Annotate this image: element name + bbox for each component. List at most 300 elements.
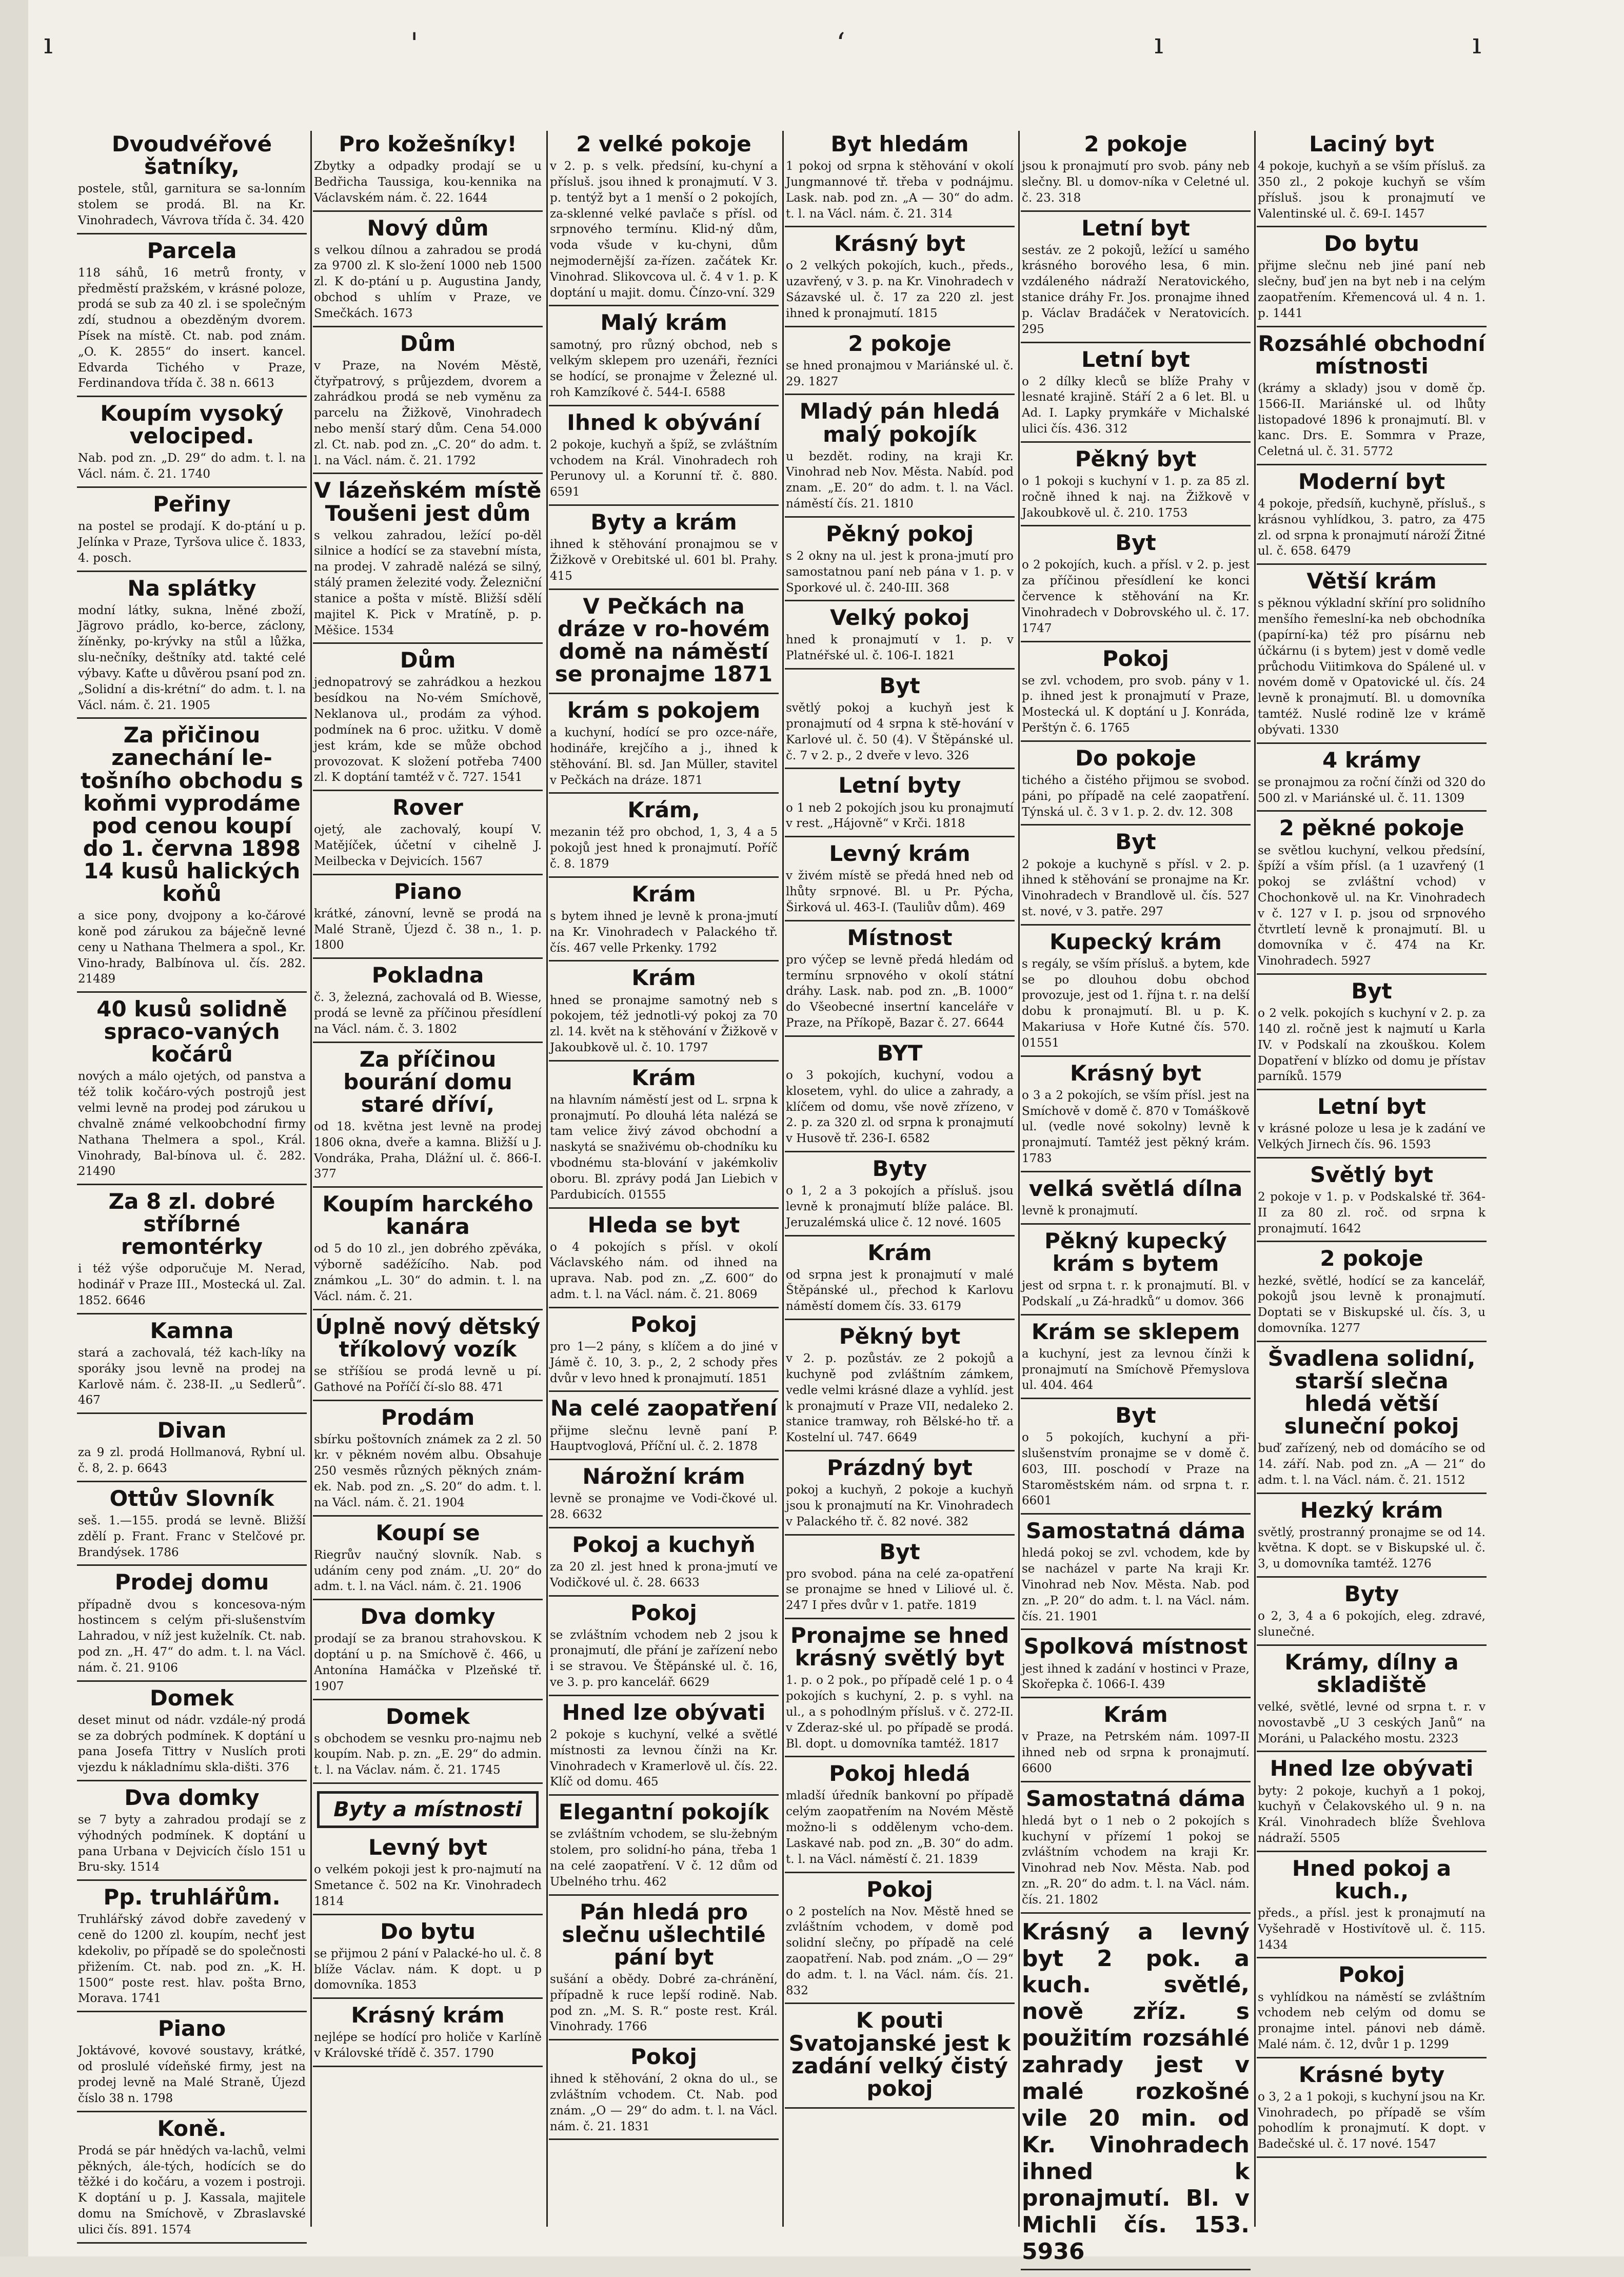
page-bottom-edge [0,2256,1624,2277]
classified-ad [1257,2062,1487,2158]
classified-ad [1021,745,1251,826]
ad-heading: Koupím vysoký velociped. [100,401,284,449]
classified-ad [549,1799,779,1895]
column-divider [782,131,784,2227]
classified-ad [77,722,307,993]
ad-text: pro výčep se levně předá hledám od termínu srpnového v okolí státní dráhy. Lask. nab. pod zn. „B. 1000“ do Všeobecné insertní kanceláře v Praze, na Příkopě, Bazar č. 27. 6644 [786,953,1014,1030]
ad-heading: Za 8 zl. dobré stříbrné remontérky [108,1189,275,1260]
ad-heading: Pěkný byt [1075,446,1197,472]
classified-ad [549,2044,779,2140]
ad-heading: Pro kožešníky! [339,131,517,156]
classified-ad [785,1455,1015,1536]
ad-heading: Levný krám [829,841,971,867]
ad-text: pro 1—2 pány, s klíčem a do jiné v Jámě č. 10, 3. p., 2, 2 schody přes dvůr v levo hned k pronajmutí. 1851 [550,1340,778,1385]
ad-text: krátké, zánovní, levně se prodá na Malé Straně, Újezd č. 38 n., 1. p. 1800 [314,907,542,952]
classified-ad [785,131,1015,227]
classified-ad [549,509,779,590]
ad-heading: Nový dům [367,215,489,241]
ad-heading: Domek [386,1703,470,1729]
ad-heading: Nárožní krám [582,1464,745,1489]
ad-text: v krásné poloze u lesa je k zadání ve Velkých Jirnech čís. 96. 1593 [1258,1122,1486,1152]
ad-text: Truhlářský závod dobře zavedený v ceně do 1200 zl. koupím, nechť jest kdekoliv, po případě se do společnosti přižením. Ct. nab. pod zn. „K. H. 1500“ poste rest. hlav. pošta Brno, Morava. 1741 [78,1913,306,2006]
ad-text: jednopatrový se zahrádkou a hezkou besídkou na No-vém Smíchově, Neklanova ul., prodám za výhod. podmínek na 6 proc. užitku. V domě jest krám, kde se může obchod provozovat. K složení potřeba 7400 zl. K doptání tamtéž v č. 727. 1541 [314,676,542,784]
ad-heading: Hned pokoj a kuch., [1292,1855,1452,1903]
ad-heading: Pokladna [371,963,484,988]
ad-text: 2 pokoje, kuchyň a špíž, se zvláštním vchodem na Král. Vinohradech roh Perunovy ul. a Korunní tř. č. 880. 6591 [550,438,778,499]
ad-text: o 2 pokojích, kuch. a přísl. v 2. p. jest za příčinou přesídlení ke konci července k stěhování na Kr. Vinohradech v Dobrovského ul. č. 17. 1747 [1022,558,1250,635]
ad-heading: Byt [879,1539,920,1564]
classified-columns [77,131,1486,2265]
ad-text: hned se pronajme samotný neb s pokojem, též jednotli-vý pokoj za 70 zl. 14. květ na k stěhování v Žižkově v Jakoubkově ul. č. 10. 1797 [550,993,778,1054]
classified-ad [1257,747,1487,812]
ad-text: prodají se za branou strahovskou. K doptání u p. na Smíchově č. 466, u Antonína Hamáčka v Plzeňské tř. 1907 [314,1632,542,1693]
ad-text: za 9 zl. prodá Hollmanová, Rybní ul. č. 8, 2. p. 6643 [78,1446,306,1476]
ad-text: 2 pokoje s kuchyní, velké a světlé místnosti za levnou čínži na Kr. Vinohradech v Kramerlově ul. čís. 22. Klíč od domu. 465 [550,1728,778,1789]
ad-text: jest ihned k zadání v hostinci v Praze, Skořepka č. 1066-I. 439 [1022,1662,1250,1692]
classified-ad [77,491,307,572]
ad-text: seš. 1.—155. prodá se levně. Bližší zdělí p. Frant. Franc v Stelčové pr. Brandýsek. 1786 [78,1514,306,1559]
ad-text: světlý, prostranný pronajme se od 14. května. K dopt. se v Biskupské ul. č. 3, u domovníka tamtéž. 1276 [1258,1525,1486,1571]
classified-ad [1257,1345,1487,1494]
ad-text: č. 3, železná, zachovalá od B. Wiesse, prodá se levně za příčinou přesídlení na Václ. nám. č. 3. 1802 [314,991,542,1036]
ad-text: 118 sáhů, 16 metrů fronty, v předměstí pražském, v krásné poloze, prodá se sub za 40 zl. i se společným zdí, studnou a obezděným dvorem. Písek na místě. Ct. nab. pod znám. „O. K. 2855“ do insert. kancel. Edvarda Tichého v Praze, Ferdinandova třída č. 38 n. 6613 [78,266,306,390]
ad-heading: Koupím harckého kanára [322,1191,533,1240]
classified-ad [549,1699,779,1796]
ad-heading: Pokoj [630,1600,697,1625]
ad-heading: Dva domky [124,1784,260,1810]
ad-text: Zbytky a odpadky prodají se u Bedřicha Taussiga, kou-kennika na Václavském nám. č. 22. 1644 [314,160,542,205]
ad-text: za 20 zl. jest hned k prona-jmutí ve Vodičkové ul. č. 28. 6633 [550,1560,778,1589]
column-divider [310,131,312,2227]
ad-text: buď zařízený, neb od domácího se od 14. září. Nab. pod zn. „A — 21“ do adm. t. l. na Václ. nám. č. 21. 1512 [1258,1442,1486,1487]
classified-ad [785,1539,1015,1620]
ad-text: v 2. p. pozůstáv. ze 2 pokojů a kuchyně pod zvláštním zámkem, vedle velmi krásné dlaze a vyhlíd. jest k pronajmutí v Praze VII, nedaleko 2. stanice tramway, roh Bělské-ho tř. a Kostelní ul. 747. 6649 [786,1352,1014,1445]
ad-text: hledá pokoj se zvl. vchodem, kde by se nacházel v parte Na kraji Kr. Vinohrad neb Nov. Města. Nab. pod zn. „P. 20“ do adm. t. l. na Václ. nám. čís. 21. 1901 [1022,1546,1250,1623]
ad-text: se 7 byty a zahradou prodají se z výhodných podmínek. K doptání u pana Urbana v Dejvicích číslo 151 u Bru-sky. 1514 [78,1813,306,1874]
ad-text: se světlou kuchyní, velkou předsíní, špíží a vším přísl. (a 1 uzavřený (1 pokoj se zvláštní vchod) v Chochonkově ul. na Kr. Vinohradech v č. 127 v I. p. jsou od srpnového čtvrtletí levně k pronajmutí. Bl. u domovníka v č. 474 na Kr. Vinohradech. 5927 [1258,843,1486,968]
ad-text: stará a zachovalá, též kach-líky na sporáky jsou levně na prodej na Karlově nám. č. 238-II. „u Sedlerů“. 467 [78,1346,306,1407]
ad-heading: 40 kusů solidně spraco-vaných kočárů [96,996,287,1067]
ad-heading: 2 pěkné pokoje [1279,815,1464,841]
ad-text: sbírku poštovních známek za 2 zl. 50 kr. v pěkném novém albu. Obsahuje 250 vesměs různých pěkných znám-ek. Nab. pod zn. „S. 20“ do adm. t. l. na Václ. nám. č. 21. 1904 [314,1432,542,1509]
ad-heading: 2 pokoje [1084,131,1187,156]
ad-heading: Ottův Slovník [109,1485,274,1511]
ad-heading: Piano [393,878,462,904]
ad-text: postele, stůl, garnitura se sa-lonním stolem se prodá. Bl. na Kr. Vinohradech, Vávrova třída č. 34. 420 [78,182,306,227]
classified-ad [77,2115,307,2244]
ad-heading: 2 velké pokoje [576,131,751,156]
ad-heading: Dům [400,330,456,356]
classified-ad [77,131,307,234]
ad-text: o velkém pokoji jest k pro-najmutí na Smetance č. 502 na Kr. Vinohradech 1814 [314,1863,542,1908]
ad-heading: Pokoj [866,1876,933,1902]
classified-ad [313,2002,543,2067]
ad-heading: Pán hledá pro slečnu ušlechtilé pání byt [562,1899,766,1970]
ad-heading: Parcela [147,238,237,263]
ad-heading: Krám [631,1065,696,1090]
classified-ad [549,797,779,878]
ad-heading: Místnost [847,925,953,950]
classified-ad [1257,468,1487,565]
classified-ad [785,2007,1015,2108]
ad-text: o 2, 3, 4 a 6 pokojích, eleg. zdravé, slunečné. [1258,1609,1486,1639]
ad-heading: Divan [157,1418,227,1443]
ad-text: a sice pony, dvojpony a ko-čárové koně pod zárukou za báječně levné ceny u Nathana Thelmera a spol., Kr. Vino-hrady, Balbínova ul. čís. 282. 21489 [78,909,306,986]
ad-heading: K pouti Svatojanské jest k zadání velký čistý pokoj [788,2008,1011,2101]
classified-ad [313,1404,543,1517]
classified-ad [785,330,1015,396]
section-header-box [317,1791,539,1828]
ad-heading: Prodám [381,1404,475,1430]
classified-ad [785,1323,1015,1451]
classified-ad [785,1240,1015,1321]
ad-text: světlý pokoj a kuchyň jest k pronajmutí od 4 srpna k stě-hování v Karlové ul. č. 50 (4). V Štěpánské ul. č. 7 v 2. p., 2 dveře v levo. 326 [786,701,1014,762]
ad-text: pokoj a kuchyň, 2 pokoje a kuchyň jsou k pronajmutí na Kr. Vinohradech v Palackého tř. č. 82 nové. 382 [786,1483,1014,1528]
ad-heading: 4 krámy [1322,747,1421,773]
column-5 [1021,131,1251,2265]
ad-text: ojetý, ale zachovalý, koupí V. Matějíček, účetní v cihelně J. Meilbecka v Dejvicích. 1567 [314,823,542,868]
ad-heading: Za přičinou zanechání le-tošního obchodu s koňmi vyprodáme pod cenou koupí do 1. června 1898 14 kusů halických koňů [81,722,303,906]
ad-text: pro svobod. pána na celé za-opatření se pronajme se hned v Liliové ul. č. 247 I přes dvůr v 1. patře. 1819 [786,1567,1014,1613]
classified-ad [1257,1497,1487,1578]
ad-heading: Do pokoje [1075,745,1196,771]
ad-text: s vyhlídkou na náměstí se zvláštním vchodem neb celým od domu se pronajme intel. pánovi neb dámě. Malé nám. č. 12, dvůr 1 p. 1299 [1258,1990,1486,2051]
ad-heading: Letní byty [838,773,961,798]
ad-heading: Pronajme se hned krásný světlý byt [790,1623,1009,1671]
ad-heading: Piano [157,2016,226,2042]
ad-heading: Dva domky [360,1604,496,1630]
ad-heading: Byt [1115,829,1156,855]
ad-heading: Rover [392,795,463,820]
classified-ad [1257,330,1487,465]
ad-text: s pěknou výkladní skříní pro solidního menšího řemeslní-ka neb obchodníka (papírní-ka) též pro písárnu neb účkárnu (i s bytem) jest v domě vedle průchodu Viitimkova do Spálené ul. v novém domě v Opatovické ul. čís. 24 levně k pronajmutí. Bl. u domovníka tamtéž. Nuslé rodině lze v krámě obývati. 1330 [1258,597,1486,737]
classified-ad [1257,131,1487,227]
classified-ad [1257,1855,1487,1959]
ad-text: sušání a obědy. Dobré za-chránění, případně k ruce lepší rodině. Nab. pod zn. „M. S. R.“ poste rest. Král. Vinohrady. 1766 [550,1972,778,2034]
ad-text: Joktávové, kovové soustavy, krátké, od proslulé vídeňské firmy, jest na prodej levně na Malé Straně, Újezd číslo 38 n. 1798 [78,2044,306,2105]
ad-text: o 3, 2 a 1 pokoji, s kuchyní jsou na Kr. Vinohradech, po případě se vším pohodlím k pronajmutí. K dopt. v Badečské ul. č. 17 nové. 1547 [1258,2090,1486,2151]
margin-mark-2: ' [410,27,419,61]
ad-heading: Pokoj hledá [829,1761,971,1787]
ad-heading: Pěkný pokoj [825,521,974,546]
ad-text: se přijmou 2 pání v Palacké-ho ul. č. 8 blíže Václav. nám. K dopt. u p domovníka. 1853 [314,1947,542,1992]
ad-text: Riegrův naučný slovník. Nab. s udáním ceny pod znám. „U. 20“ do adm. t. l. na Václ. nám. č. 21. 1906 [314,1548,542,1594]
ad-text: modní látky, sukna, lněné zboží, Jägrovo prádlo, ko-berce, záclony, žíněnky, po-krývky na stůl a lůžka, slu-nečníky, deštníky atd. takté celé výbavy. Kaťte u důvěrou psaní pod zn. „Solidní a dis-krétní“ do adm. t. l. na Václ. nám. č. 21. 1905 [78,603,306,712]
ad-heading: Pěkný byt [839,1324,961,1349]
classified-ad [785,1155,1015,1236]
classified-ad [785,521,1015,602]
ad-text: přijme slečnu levně paní P. Hauptvoglová, Příční ul. č. 2. 1878 [550,1424,778,1454]
margin-mark-3: ‘ [836,27,845,61]
classified-ad [77,1188,307,1314]
classified-ad [77,2015,307,2112]
ad-heading: Do bytu [1324,231,1419,257]
ad-text: hezké, světlé, hodící se za kancelář, pokojů jsou levně k pronajmutí. Doptati se v Biskupské ul. čís. 3, u domovníka. 1277 [1258,1274,1486,1335]
ad-text: případně dvou s koncesova-ným hostincem s celým při-slušenstvím Lahradou, v níž jest kuželník. Ct. nab. pod zn. „H. 47“ do adm. t. l. na Václ. nám. č. 21. 9106 [78,1598,306,1675]
ad-text: o 2 velkých pokojích, kuch., předs., uzavřený, v 3. p. na Kr. Vinohradech v Sázavské ul. č. 17 za 220 zl. jest ihned k pronajmutí. 1815 [786,259,1014,320]
ad-text: na hlavním náměstí jest od L. srpna k pronajmutí. Po dlouhá léta nalézá se tam velice živý závod obchodní a naskytá se snaživému ob-chodníku ku vbodnému sta-blování v jakémkoliv oboru. Bl. zprávy podá Jan Liebich v Pardubicích. 01555 [550,1093,778,1202]
classified-ad [77,400,307,488]
classified-ad [313,1313,543,1401]
ad-heading: Koně. [157,2115,227,2141]
ad-text: s velkou zahradou, ležící po-děl silnice a hodící se za stavební místa, na prodej. V zahradě nalézá se silný, stálý pramen železité vody. Železniční stanice a pošta v místě. Bližší sdělí majitel K. Pick v Mratíně, p. p. Měšice. 1534 [314,528,542,637]
ad-heading: Ihned k obývání [567,409,761,435]
ad-heading: Byt [1351,978,1392,1004]
ad-heading: V lázeňském místě Toušeni jest dům [314,478,542,526]
ad-heading: Dům [400,647,456,673]
classified-ad [313,330,543,475]
ad-heading: Letní byt [1081,346,1190,372]
classified-ad [1257,1755,1487,1852]
classified-ad [549,1395,779,1460]
classified-ad [549,1212,779,1308]
ad-heading: Byt hledám [830,131,969,156]
ad-text: mezanin též pro obchod, 1, 3, 4 a 5 pokojů jest hned k pronajmutí. Poříč č. 8. 1879 [550,826,778,871]
classified-ad [1257,1245,1487,1342]
ad-text: nových a málo ojetých, od panstva a též tolik kočáro-vých postrojů jest velmi levně na prodej pod zárukou u chvalně známé velkoobchodní firmy Nathana Thelmera a spol., Král. Vinohrady, Bal-bínova ul. č. 282. 21490 [78,1070,306,1179]
classified-ad [1021,1518,1251,1630]
ad-heading: Krám, [627,797,700,823]
ad-text: u bezdět. rodiny, na kraji Kr. Vinohrad neb Nov. Města. Nabíd. pod znam. „E. 20“ do adm. t. l. na Václ. náměstí čís. 21. 1810 [786,449,1014,511]
classified-ad [785,1760,1015,1873]
ad-text: o 4 pokojích s přísl. v okolí Václavského nám. od ihned na uprava. Nab. pod zn. „Z. 600“ do adm. t. l. na Václ. nám. č. 21. 8069 [550,1240,778,1302]
ad-text: se zvláštním vchodem neb 2 jsou k pronajmutí, dle přání je zařízení nebo i se stravou. Ve Štěpánské ul. č. 16, ve 3. p. pro kancelář. 6629 [550,1628,778,1690]
ad-heading: Byty [872,1156,927,1181]
ad-heading: Pokoj [630,2044,697,2070]
ad-text: s velkou dílnou a zahradou se prodá za 9700 zl. K slo-žení 1000 neb 1500 zl. K do-ptání u p. Augustina Jandy, obchod s uhlím v Praze, ve Smečkách. 1673 [314,243,542,320]
classified-ad [1021,346,1251,443]
classified-ad [77,1417,307,1482]
ad-heading: Krám [1103,1702,1168,1728]
classified-ad [313,647,543,791]
classified-ad [785,1040,1015,1152]
ad-heading: Krásný krám [351,2003,505,2028]
ad-heading: Krásný byt [1070,1060,1202,1086]
classified-ad [1021,1785,1251,1914]
ad-text: se hned pronajmou v Mariánské ul. č. 29. 1827 [786,359,1014,388]
margin-mark-4: ı [1154,27,1163,61]
classified-ad [77,1784,307,1881]
classified-ad [785,398,1015,517]
ad-heading: Krámy, dílny a skladiště [1284,1649,1459,1697]
ad-text: o 2 dílky kleců se blíže Prahy v lesnaté krajině. Stáří 2 a 6 let. Bl. u Ad. I. Lapky prymkáře v Michalské ulici čís. 436. 312 [1022,375,1250,436]
ad-heading: Krám [867,1240,932,1265]
ad-heading: Hezký krám [1300,1497,1443,1523]
classified-ad [549,881,779,962]
ad-heading: Hned lze obývati [562,1699,766,1725]
ad-heading: krám s pokojem [567,698,761,723]
column-4 [785,131,1015,2227]
ad-text: na postel se prodají. K do-ptání u p. Jelínka v Praze, Tyršova ulice č. 1833, 4. posch. [78,520,306,565]
classified-ad [1257,1581,1487,1646]
page-left-edge [0,0,28,2277]
ad-text: předs., a přísl. jest k pronajmutí na Vyšehradě v Hostivítově ul. č. 115. 1434 [1258,1906,1486,1952]
classified-ad [549,1532,779,1597]
classified-ad [549,965,779,1061]
column-divider [546,131,548,2227]
ad-heading: Levný byt [368,1835,488,1860]
ad-heading: Pěkný kupecký krám s bytem [1044,1228,1227,1276]
margin-mark-1: ı [44,27,53,61]
margin-mark-5: ı [1472,27,1481,61]
classified-ad [313,477,543,644]
classified-ad [77,1485,307,1566]
classified-ad [77,575,307,719]
ad-heading: Samostatná dáma [1025,1518,1246,1544]
classified-ad [313,878,543,959]
classified-ad [1021,1319,1251,1400]
ad-text: levně k pronajmutí. [1022,1204,1138,1218]
ad-text: Krásný a levný byt 2 pok. a kuch. světlé, nově zříz. s použitím rozsáhlé zahrady jest v malé rozkošné vile 20 min. od Kr. Vinohradech ihned k pronajmutí. Bl. v Michli čís. 153. 5936 [1022,1918,1250,2265]
ad-text: s regály, se vším přísluš. a bytem, kde se po dlouhou dobu obchod provozuje, jest od 1. října t. r. na delší dobu k pronajmutí. Bl. u p. K. Makariusa v Hoře Kutné čís. 570. 01551 [1022,957,1250,1050]
ad-heading: velká světlá dílna [1028,1175,1243,1201]
classified-ad [77,996,307,1185]
classified-ad [549,593,779,694]
ad-heading: Spolková místnost [1023,1634,1248,1659]
ad-heading: Prázdný byt [827,1455,973,1481]
classified-ad [1257,568,1487,743]
ad-heading: Za příčinou bourání domu staré dříví, [343,1046,512,1117]
ad-text: o 3 a 2 pokojích, se vším přísl. jest na Smíchově v domě č. 870 v Tomáškově ul. (vedle nové sokolny) levně k pronajmutí. Tamtéž jest pěkný krám. 1783 [1022,1088,1250,1166]
ad-text: (krámy a sklady) jsou v domě čp. 1566-II. Mariánské ul. od lhůty listopadové 1896 k pronajmutí. Bl. v kanc. Drs. E. Sommra v Praze, Celetná ul. č. 31. 5772 [1258,381,1486,459]
ad-heading: Letní byt [1081,215,1190,241]
classified-ad [1021,1633,1251,1698]
ad-text: ihned k stěhování pronajmou se v Žižkově v Orebitské ul. 601 bl. Prahy. 415 [550,538,778,583]
classified-ad [785,604,1015,670]
ad-text: přijme slečnu neb jiné paní neb slečny, buď jen na byt neb i na celým zaopatřením. Křemencová ul. 4 n. 1. p. 1441 [1258,259,1486,320]
classified-ad [313,131,543,212]
classified-ad [313,1191,543,1310]
ad-text: hledá byt o 1 neb o 2 pokojích s kuchyní v přízemí 1 pokoj se zvláštním vchodem na kraji Kr. Vinohrad neb Nov. Města. Nab. pod zn. „R. 20“ do adm. t. l. na Václ. nám. čís. 21. 1802 [1022,1814,1250,1907]
classified-ad [313,1603,543,1700]
classified-ad [549,1600,779,1696]
classified-ad [785,925,1015,1037]
ad-text: o 2 postelích na Nov. Městě hned se zvláštním vchodem, v domě pod solidní slečny, po případě na celé zaopatření. Nab. pod znám. „O — 29“ do adm. t. l. na Václ. nám. čís. 21. 832 [786,1905,1014,1997]
ad-heading: Kupecký krám [1049,929,1222,954]
ad-text: v Praze, na Novém Městě, čtyřpatrový, s průjezdem, dvorem a zahrádkou prodá se neb vyměnu za parcelu na Žižkově, Vinohradech nebo menší starý dům. Cena 54.000 zl. Ct. nab. pod zn. „C. 20“ do adm. t. l. na Václ. nám. č. 21. 1792 [314,359,542,467]
classified-ad [549,1463,779,1528]
ad-text: 2 pokoje a kuchyně s přísl. v 2. p. ihned k stěhování se pronajme na Kr. Vinohradech v Brandlově ul. čís. 527 st. nové, v 3. patře. 297 [1022,857,1250,918]
ad-heading: Světlý byt [1310,1162,1434,1187]
classified-ad [549,1065,779,1209]
ad-text: v Praze, na Petrském nám. 1097-II ihned neb od srpna k pronajmutí. 6600 [1022,1730,1250,1775]
classified-ad [77,1884,307,2012]
ad-text: jest od srpna t. r. k pronajmutí. Bl. v Podskalí „u Zá-hradků“ u domov. 366 [1022,1279,1250,1308]
classified-ad [785,1876,1015,2005]
ad-heading: 2 pokoje [848,330,952,356]
ad-text: od srpna jest k pronajmutí v malé Štěpánské ul., přechod k Karlovu náměstí domem čís. 33. 6179 [786,1268,1014,1313]
ad-heading: Peřiny [153,492,231,517]
classified-ad [1257,230,1487,327]
classified-ad [549,409,779,506]
ad-heading: Byt [879,673,920,699]
ad-text: mladší úředník bankovní po případě celým zaopatřením na Novém Městě možno-li s oddělenym vcho-dem. Laskavé nab. pod zn. „B. 30“ do adm. t. l. na Václ. náměstí č. 21. 1839 [786,1789,1014,1866]
ad-heading: BYT [877,1040,923,1066]
classified-ad [313,1520,543,1601]
ad-text: o 1 pokoji s kuchyní v 1. p. za 85 zl. ročně ihned k naj. na Žižkově v Jakoubkově ul. č. 210. 1753 [1022,474,1250,520]
classified-ad [1021,1228,1251,1316]
ad-text: o 1, 2 a 3 pokojích a přísluš. jsou levně k pronajmutí blíže paláce. Bl. Jeruzalémská ulice č. 12 nové. 1605 [786,1184,1014,1229]
classified-ad [313,1046,543,1188]
ad-heading: Větší krám [1306,568,1437,594]
ad-heading: Na splátky [127,575,256,601]
ad-text: se zvláštním vchodem, se slu-žebným stolem, pro solidní-ho pána, třeba 1 na celé zaopatření. V č. 12 dům od Ubelného trhu. 462 [550,1828,778,1889]
ad-heading: Pokoj [630,1311,697,1337]
ad-text: velké, světlé, levné od srpna t. r. v novostavbě „U 3 ceských Janů“ na Moráni, u Palackého mostu. 2323 [1258,1700,1486,1745]
classified-ad [1021,529,1251,642]
ad-heading: Letní byt [1317,1094,1426,1120]
classified-ad [1257,1162,1487,1243]
section-header-title: Byty a místnosti [333,1798,522,1822]
classified-ad [1257,1093,1487,1159]
ad-text: v živém místě se předá hned neb od lhůty srpnové. Bl. u Pr. Pýcha, Širková ul. 463-I. (Tauliův dům). 469 [786,869,1014,914]
ad-text: i též výše odporučuje M. Nerad, hodinář v Praze III., Mostecká ul. Zal. 1852. 6646 [78,1262,306,1308]
ad-text: ihned k stěhování, 2 okna do ul., se zvláštním vchodem. Ct. Nab. pod znám. „O — 29“ do adm. t. l. na Václ. nám. č. 21. 1831 [550,2072,778,2133]
ad-heading: Krám [631,965,696,991]
classified-ad [1257,815,1487,975]
ad-text: byty: 2 pokoje, kuchyň a 1 pokoj, kuchyň v Čelakovského ul. 9 n. na Král. Vinohradech blíže Švehlova nádraží. 5505 [1258,1784,1486,1845]
ad-text: samotný, pro různý obchod, neb s velkým sklepem pro uzenáři, řezníci se hodící, se pronajme v Železné ul. roh Kamzíkové č. 544-I. 6588 [550,338,778,399]
classified-ad [77,1318,307,1414]
ad-heading: Dvoudvéřové šatníky, [111,131,272,180]
classified-ad [785,230,1015,327]
classified-ad [1021,1402,1251,1515]
ad-text: hned k pronajmutí v 1. p. v Platnéřské ul. č. 106-I. 1821 [786,633,1014,663]
ad-text: s 2 okny na ul. jest k prona-jmutí pro samostatnou paní neb pána v 1. p. v Sporkové ul. č. 240-III. 368 [786,549,1014,595]
ad-text: se zvl. vchodem, pro svob. pány v 1. p. ihned jest k pronajmutí v Praze, Mostecká ul. K doptání u J. Konráda, Perštýn č. 6. 1765 [1022,674,1250,735]
ad-text: 1 pokoj od srpna k stěhování v okolí Jungmannové tř. třeba v podnájmu. Lask. nab. pod zn. „A — 30“ do adm. t. l. na Václ. nám. č. 21. 314 [786,160,1014,221]
ad-heading: Krám [631,881,696,907]
ad-text: o 2 velk. pokojích s kuchyní v 2. p. za 140 zl. ročně jest k najmutí u Karla IV. v Podskalí na zkouškou. Kolem Dopatření v blízko od domu je přístav parníků. 1579 [1258,1007,1486,1084]
ad-heading: Na celé zaopatření [550,1396,778,1421]
ad-heading: Malý krám [600,310,727,336]
ad-text: o 1 neb 2 pokojích jsou ku pronajmutí v rest. „Hájovně“ v Krči. 1818 [786,801,1014,831]
ad-heading: Moderní byt [1298,468,1445,494]
ad-heading: Byty a krám [590,509,737,535]
classified-ad [1021,645,1251,742]
ad-heading: Velký pokoj [830,605,969,631]
ad-heading: Krám se sklepem [1031,1319,1240,1344]
ad-text: levně se pronajme ve Vodi-čkové ul. 28. 6632 [550,1492,778,1522]
ad-text: od 5 do 10 zl., jen dobrého zpěváka, výborně sadéžícího. Nab. pod známkou „L. 30“ do admin. t. l. na Václ. nám. č. 21. [314,1242,542,1303]
ad-heading: Úplně nový dětský tříkolový vozík [315,1313,541,1362]
ad-heading: Pokoj [1338,1962,1405,1988]
ad-text: Prodá se pár hnědých va-lachů, velmi pěkných, ále-tých, hodících se do těžké i do kočáru, a vozem i postroji. K doptání u p. J. Kassala, majitele domu na Smíchově, v Zbraslavské ulici čís. 891. 1574 [78,2144,306,2236]
classified-ad [313,962,543,1043]
classified-ad [549,309,779,406]
ad-heading: Švadlena solidní, starší slečna hledá větší sluneční pokoj [1267,1345,1476,1439]
ad-heading: Mladý pán hledá malý pokojík [799,399,1000,447]
classified-ad [1021,929,1251,1057]
ad-text: se pronajmou za roční čínži od 320 do 500 zl. v Mariánské ul. č. 11. 1309 [1258,775,1486,805]
ad-text: v 2. p. s velk. předsíní, ku-chyní a přísluš. jsou ihned k pronajmutí. V 3. p. tentýž byt a 1 menší o 2 pokojích, za-sklenné velké pavlače s přísl. od srpnového termínu. Klid-ný dům, voda všude v ku-chyni, dům nejmodernější za-řízen. začátek Kr. Vinohrad. Slikovcova ul. č. 4 v 1. p. K doptání u majit. domu. Čínzo-vní. 329 [550,160,778,300]
ad-heading: Elegantní pokojík [558,1799,769,1825]
ad-text: 1. p. o 2 pok., po případě celé 1 p. o 4 pokojích s kuchyní, 2. p. s vyhl. na ul., a s pohodlným přísluš. v č. 272-II. v Zderaz-ské ul. po případě se prodá. Bl. dopt. u domovníka tamtéž. 1817 [786,1674,1014,1751]
classified-ad [549,1311,779,1392]
ad-heading: Samostatná dáma [1025,1785,1246,1811]
ad-text: o 3 pokojích, kuchyní, vodou a klosetem, vyhl. do ulice a zahrady, a klíčem od domu, vše nově zřízeno, v 2. p. za 320 zl. od srpna k pronajmutí v Husově tř. 236-I. 6582 [786,1068,1014,1146]
ad-text: 4 pokoje, kuchyň a se vším přísluš. za 350 zl., 2 pokoje kuchyň se vším přísluš. jsou k pronajmutí ve Valentinské ul. č. 69-I. 1457 [1258,160,1486,221]
ad-text: s obchodem se vesnku pro-najmu neb koupím. Nab. p. zn. „E. 29“ do admin. t. l. na Václav. nám. č. 21. 1745 [314,1732,542,1777]
ad-heading: Hleda se byt [587,1212,740,1238]
column-divider [1254,131,1256,2227]
ad-heading: Kamna [150,1318,234,1343]
classified-ad [1021,1917,1251,2271]
classified-ad [1021,1060,1251,1172]
ad-heading: Krásné byty [1298,2062,1445,2087]
ad-heading: Do bytu [380,1918,476,1944]
classified-ad [549,697,779,794]
